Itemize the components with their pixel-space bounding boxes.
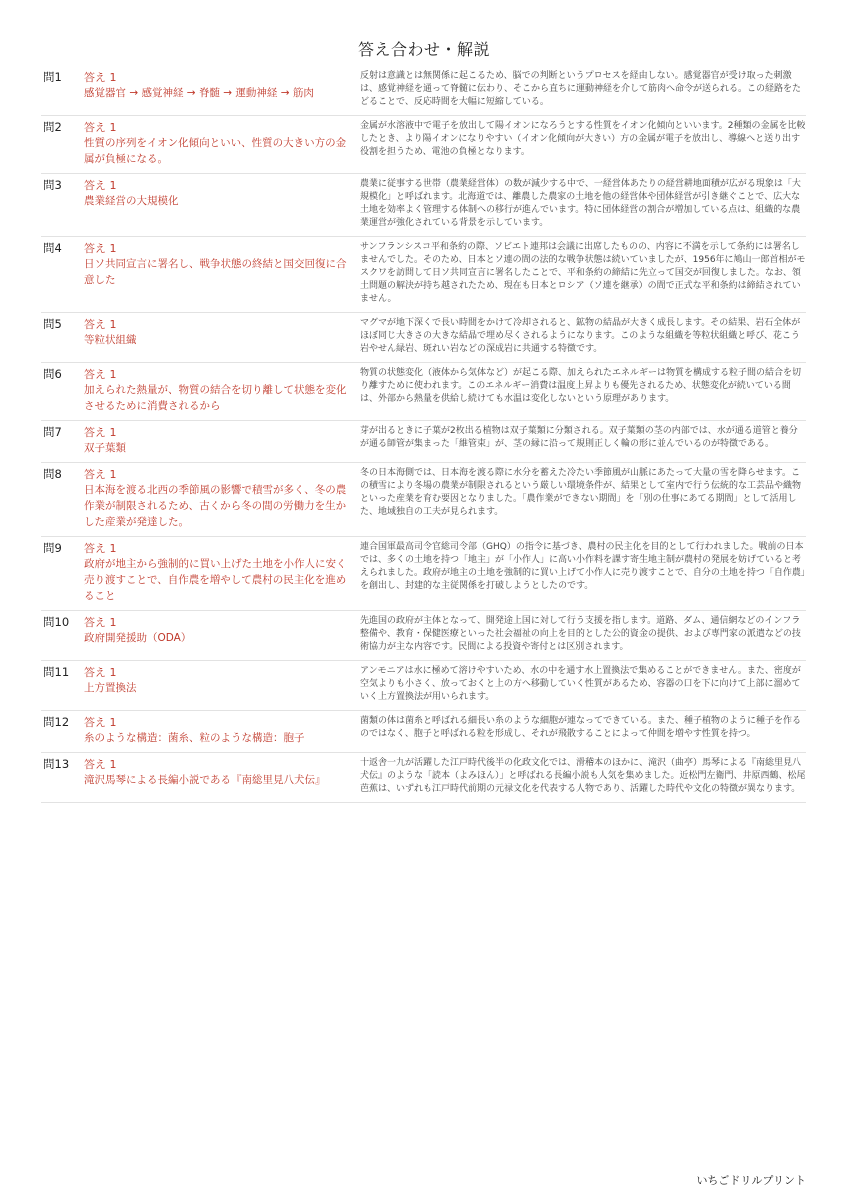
question-number: 問6 bbox=[41, 363, 84, 421]
answer-text: 日本海を渡る北西の季節風の影響で積雪が多く、冬の農作業が制限されるため、古くから冬の間の労働力を生かした産業が発達した。 bbox=[84, 484, 347, 528]
answer-text: 政府開発援助（ODA） bbox=[84, 632, 192, 644]
explanation-text: 農業に従事する世帯（農業経営体）の数が減少する中で、一経営体あたりの経営耕地面積が広がる現象は「大規模化」と呼ばれます。北海道では、離農した農家の土地を他の経営体や団体経営が引き継ぐことで、広大な土地を効率よく管理する体制への移行が進んでいます。特に団体経営の割合が増加している点は、組織的な農業運営が強化されている背景を示しています。 bbox=[359, 174, 806, 237]
answer-text: 農業経営の大規模化 bbox=[84, 195, 179, 207]
answer-rows bbox=[41, 66, 806, 803]
answer-label: 答え 1 bbox=[84, 716, 117, 729]
question-number: 問11 bbox=[41, 661, 84, 711]
answer-row bbox=[41, 363, 806, 421]
explanation-text: 金属が水溶液中で電子を放出して陽イオンになろうとする性質をイオン化傾向といいます。2種類の金属を比較したとき、より陽イオンになりやすい（イオン化傾向が大きい）方の金属が電子を放出し、導線へと送り出す役割を担うため、電池の負極となります。 bbox=[359, 116, 806, 174]
question-number: 問12 bbox=[41, 711, 84, 753]
answer-text: 性質の序列をイオン化傾向といい、性質の大きい方の金属が負極になる。 bbox=[84, 137, 347, 165]
answer-label: 答え 1 bbox=[84, 242, 117, 255]
answer-label: 答え 1 bbox=[84, 368, 117, 381]
explanation-text: アンモニアは水に極めて溶けやすいため、水の中を通す水上置換法で集めることができません。また、密度が空気よりも小さく、放っておくと上の方へ移動していく性質があるため、容器の口を下に向けて上部に溜めていく上方置換法が用いられます。 bbox=[359, 661, 806, 711]
answer-text: 感覚器官 → 感覚神経 → 脊髄 → 運動神経 → 筋肉 bbox=[84, 87, 314, 99]
answer-text: 日ソ共同宣言に署名し、戦争状態の終結と国交回復に合意した bbox=[84, 258, 347, 286]
answer-cell bbox=[84, 66, 359, 116]
answer-label: 答え 1 bbox=[84, 426, 117, 439]
explanation-text: 冬の日本海側では、日本海を渡る際に水分を蓄えた冷たい季節風が山脈にあたって大量の雪を降らせます。この積雪により冬場の農業が制限されるという厳しい環境条件が、結果として室内で行う伝統的な工芸品や織物といった産業を育む要因となりました。「農作業ができない期間」を「別の仕事にあてる期間」として活用した、地域独自の工夫が見られます。 bbox=[359, 463, 806, 537]
question-number: 問9 bbox=[41, 537, 84, 611]
answer-text: 上方置換法 bbox=[84, 682, 137, 694]
explanation-text: 反射は意識とは無関係に起こるため、脳での判断というプロセスを経由しない。感覚器官が受け取った刺激は、感覚神経を通って脊髄に伝わり、そこから直ちに運動神経を介して筋肉へ命令が送られる。この経路をたどることで、反応時間を大幅に短縮している。 bbox=[359, 66, 806, 116]
answer-label: 答え 1 bbox=[84, 179, 117, 192]
answer-text: 糸のような構造：菌糸、粒のような構造：胞子 bbox=[84, 732, 305, 744]
footer-brand: いちごドリルプリント bbox=[696, 1174, 806, 1187]
question-number: 問5 bbox=[41, 313, 84, 363]
explanation-text: 芽が出るときに子葉が2枚出る植物は双子葉類に分類される。双子葉類の茎の内部では、水が通る道管と養分が通る師管が集まった「維管束」が、茎の縁に沿って規則正しく輪の形に並んでいるのが特徴である。 bbox=[359, 421, 806, 463]
answer-row bbox=[41, 661, 806, 711]
explanation-text: マグマが地下深くで長い時間をかけて冷却されると、鉱物の結晶が大きく成長します。その結果、岩石全体がほぼ同じ大きさの大きな結晶で埋め尽くされるようになります。このような組織を等粒状組織と呼び、花こう岩やせん緑岩、斑れい岩などの深成岩に共通する特徴です。 bbox=[359, 313, 806, 363]
answer-row bbox=[41, 463, 806, 537]
answer-row bbox=[41, 237, 806, 313]
question-number: 問13 bbox=[41, 753, 84, 803]
answer-cell bbox=[84, 537, 359, 611]
explanation-text: サンフランシスコ平和条約の際、ソビエト連邦は会議に出席したものの、内容に不満を示して条約には署名しませんでした。そのため、日本とソ連の間の法的な戦争状態は続いていましたが、1956年に鳩山一郎首相がモスクワを訪問して日ソ共同宣言に署名したことで、平和条約の締結に先立って国交が回復しました。なお、領土問題の解決が持ち越されたため、現在も日本とロシア（ソ連を継承）の間で正式な平和条約は締結されていません。 bbox=[359, 237, 806, 313]
answer-cell bbox=[84, 363, 359, 421]
answer-cell bbox=[84, 661, 359, 711]
explanation-text: 連合国軍最高司令官総司令部（GHQ）の指令に基づき、農村の民主化を目的として行われました。戦前の日本では、多くの土地を持つ「地主」が「小作人」に高い小作料を課す寄生地主制が農村の発展を妨げていると考えられました。政府が地主の土地を強制的に買い上げて小作人に売り渡すことで、自分の土地を持つ「自作農」を創出し、封建的な主従関係を打破しようとしたのです。 bbox=[359, 537, 806, 611]
question-number: 問8 bbox=[41, 463, 84, 537]
answer-cell bbox=[84, 421, 359, 463]
answer-row bbox=[41, 174, 806, 237]
answer-row bbox=[41, 611, 806, 661]
explanation-text: 物質の状態変化（液体から気体など）が起こる際、加えられたエネルギーは物質を構成する粒子間の結合を切り離すために使われます。このエネルギー消費は温度上昇よりも優先されるため、状態変化が続いている間は、外部から熱量を供給し続けても水温は変化しないという原理があります。 bbox=[359, 363, 806, 421]
answer-text: 滝沢馬琴による長編小説である『南総里見八犬伝』 bbox=[84, 774, 326, 786]
answer-row bbox=[41, 537, 806, 611]
answer-text: 等粒状組織 bbox=[84, 334, 137, 346]
question-number: 問7 bbox=[41, 421, 84, 463]
answer-table bbox=[41, 66, 806, 803]
answer-cell bbox=[84, 611, 359, 661]
answer-cell bbox=[84, 174, 359, 237]
answer-label: 答え 1 bbox=[84, 542, 117, 555]
answer-row bbox=[41, 116, 806, 174]
answer-cell bbox=[84, 237, 359, 313]
question-number: 問2 bbox=[41, 116, 84, 174]
answer-label: 答え 1 bbox=[84, 616, 117, 629]
question-number: 問3 bbox=[41, 174, 84, 237]
answer-label: 答え 1 bbox=[84, 468, 117, 481]
answer-row bbox=[41, 66, 806, 116]
page-title: 答え合わせ・解説 bbox=[357, 40, 490, 59]
answer-label: 答え 1 bbox=[84, 121, 117, 134]
answer-cell bbox=[84, 313, 359, 363]
answer-label: 答え 1 bbox=[84, 318, 117, 331]
explanation-text: 十返舎一九が活躍した江戸時代後半の化政文化では、滑稽本のほかに、滝沢（曲亭）馬琴による『南総里見八犬伝』のような「読本（よみほん）」と呼ばれる長編小説も人気を集めました。近松門左衛門、井原西鶴、松尾芭蕉は、いずれも江戸時代前期の元禄文化を代表する人物であり、活躍した時代や文化の特徴が異なります。 bbox=[359, 753, 806, 803]
answer-text: 加えられた熱量が、物質の結合を切り離して状態を変化させるために消費されるから bbox=[84, 384, 347, 412]
answer-row bbox=[41, 313, 806, 363]
answer-cell bbox=[84, 711, 359, 753]
question-number: 問1 bbox=[41, 66, 84, 116]
answer-text: 政府が地主から強制的に買い上げた土地を小作人に安く売り渡すことで、自作農を増やして農村の民主化を進めること bbox=[84, 558, 347, 602]
answer-cell bbox=[84, 116, 359, 174]
answer-row bbox=[41, 711, 806, 753]
answer-label: 答え 1 bbox=[84, 758, 117, 771]
explanation-text: 先進国の政府が主体となって、開発途上国に対して行う支援を指します。道路、ダム、通信網などのインフラ整備や、教育・保健医療といった社会福祉の向上を目的とした公的資金の提供、および専門家の派遣などの技術協力が主な内容です。民間による投資や寄付とは区別されます。 bbox=[359, 611, 806, 661]
answer-cell bbox=[84, 463, 359, 537]
question-number: 問4 bbox=[41, 237, 84, 313]
answer-row bbox=[41, 421, 806, 463]
answer-label: 答え 1 bbox=[84, 666, 117, 679]
answer-row bbox=[41, 753, 806, 803]
answer-text: 双子葉類 bbox=[84, 442, 126, 454]
question-number: 問10 bbox=[41, 611, 84, 661]
answer-label: 答え 1 bbox=[84, 71, 117, 84]
explanation-text: 菌類の体は菌糸と呼ばれる細長い糸のような細胞が連なってできている。また、種子植物のように種子を作るのではなく、胞子と呼ばれる粒を形成し、それが飛散することによって仲間を増やす性質を持つ。 bbox=[359, 711, 806, 753]
answer-cell bbox=[84, 753, 359, 803]
